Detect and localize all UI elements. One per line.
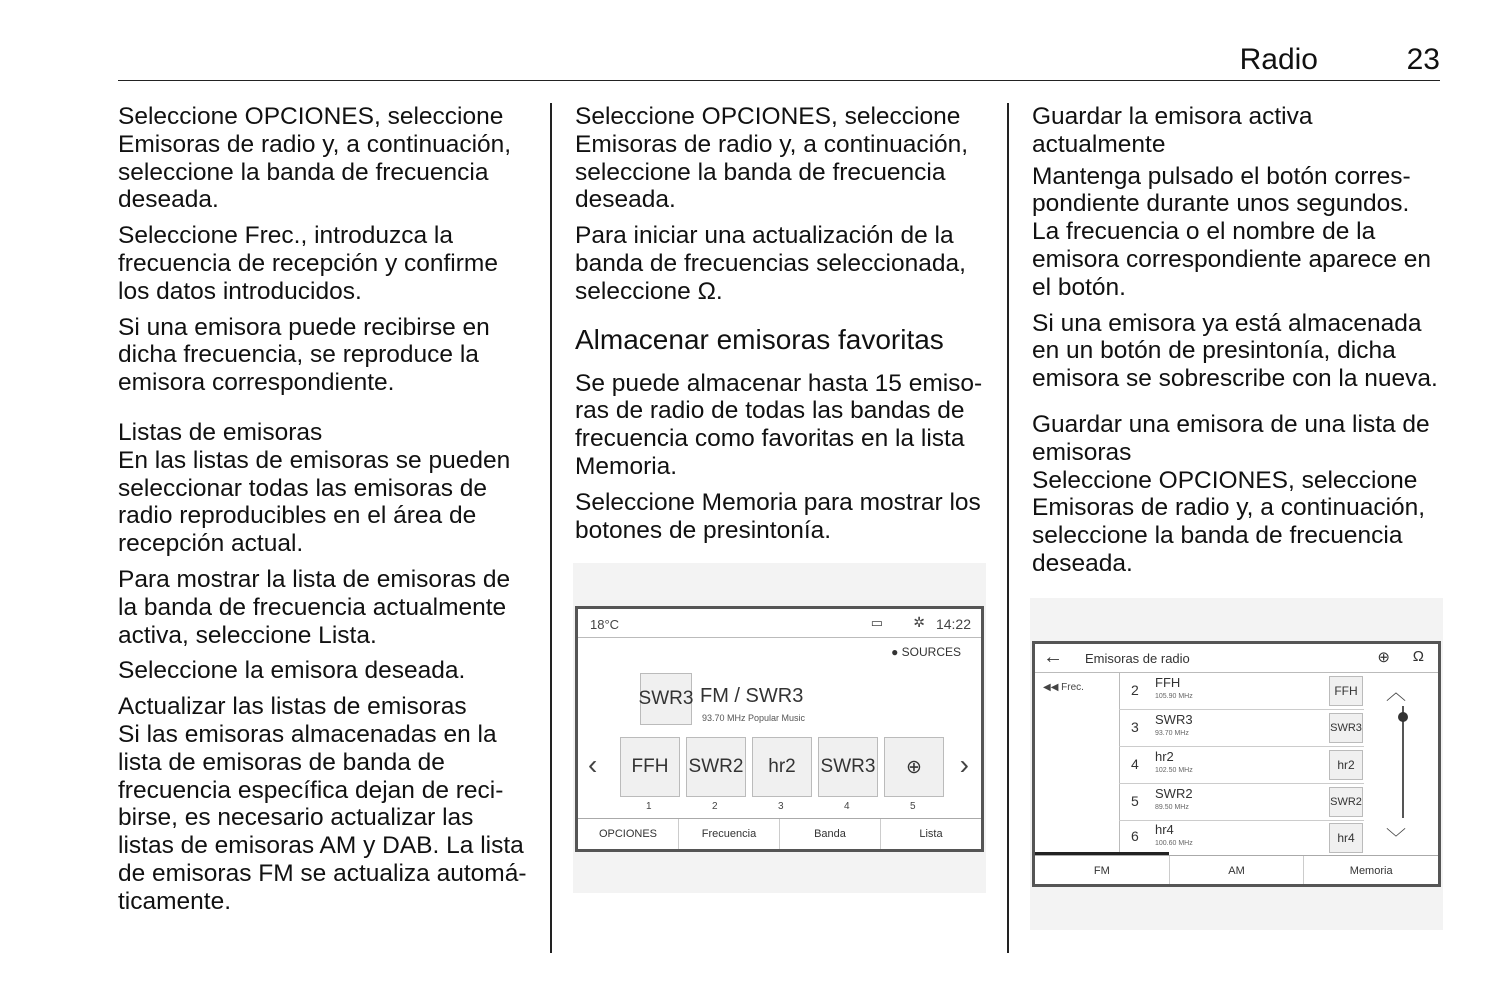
list-item[interactable]	[1119, 672, 1364, 710]
station-name: hr4	[1155, 822, 1174, 837]
paragraph: En las listas de emisoras se pueden seleccionar todas las emisoras de radio reproducibles en el área de recepción actual.	[118, 446, 511, 558]
station-name: FFH	[1155, 675, 1181, 690]
station-logo: hr2	[1329, 750, 1363, 780]
sources-icon: ●	[891, 645, 899, 659]
chevron-left-icon[interactable]: ‹	[588, 749, 598, 780]
station-name: SWR3	[1155, 712, 1193, 727]
station-number: 5	[1131, 793, 1139, 809]
frec-label: Frec.	[1061, 682, 1084, 693]
list-item[interactable]	[1119, 709, 1364, 747]
tab-am[interactable]: AM	[1170, 856, 1305, 884]
radio-screen	[575, 606, 984, 852]
page-number: 23	[1406, 43, 1440, 76]
paragraph: Si una emisora puede recibirse en dicha frecuencia, se reproduce la emisora correspondiente.	[118, 313, 490, 397]
list-item[interactable]	[1119, 820, 1364, 854]
status-bar	[578, 609, 981, 638]
scroll-area	[1364, 672, 1438, 854]
paragraph: Para mostrar la lista de emisoras de la banda de frecuencia actualmente activa, seleccione Lista.	[118, 565, 511, 649]
opciones-button[interactable]: OPCIONES	[578, 819, 679, 849]
list-item[interactable]	[1119, 746, 1364, 784]
section-title: Radio	[1239, 43, 1318, 76]
page-header	[118, 40, 1440, 81]
tab-memoria[interactable]: Memoria	[1349, 865, 1393, 877]
back-arrow-icon[interactable]: ←	[1043, 646, 1063, 668]
station-logo: SWR2	[1329, 787, 1363, 817]
station-logo: SWR3	[1329, 713, 1363, 743]
preset-number: 2	[712, 801, 718, 812]
temperature: 18°C	[590, 617, 620, 632]
paragraph: Mantenga pulsado el botón corres- pondiente durante unos segundos. La frecuencia o el nombre de la emisora correspondiente aparece en el botón.	[1032, 162, 1432, 301]
paragraph: Seleccione OPCIONES, seleccione Emisoras de radio y, a continuación, seleccione la banda de frecuencia deseada.	[575, 103, 969, 214]
sources-label: SOURCES	[901, 645, 961, 659]
subheading-guardar-lista: Guardar una emisora de una lista de emisoras	[1032, 410, 1430, 466]
station-number: 2	[1131, 682, 1139, 698]
station-freq: 100.60 MHz	[1155, 840, 1193, 847]
tab-fm[interactable]: FM	[1035, 856, 1170, 884]
station-freq: 105.90 MHz	[1155, 693, 1193, 700]
paragraph: Seleccione Memoria para mostrar los botones de presintonía.	[575, 488, 981, 544]
subheading-guardar: Guardar la emisora activa actualmente	[1032, 103, 1313, 158]
station-freq: 89.50 MHz	[1155, 804, 1189, 811]
preset-number: 1	[646, 801, 652, 812]
scan-icon[interactable]: ⊕	[1377, 649, 1390, 666]
paragraph: Seleccione OPCIONES, seleccione Emisoras de radio y, a continuación, seleccione la banda de frecuencia deseada.	[1032, 466, 1426, 577]
scrollbar[interactable]	[1402, 706, 1404, 818]
paragraph: Si las emisoras almacenadas en la lista de emisoras de banda de frecuencia específica dejan de reci- birse, es necesario actualizar las listas de emisoras AM y DAB. La lista de emisoras FM se actualiza automá- ticamente.	[118, 720, 527, 915]
station-freq: 93.70 MHz	[1155, 730, 1189, 737]
screen-title: Emisoras de radio	[1085, 651, 1190, 666]
station-number: 4	[1131, 756, 1139, 772]
scroll-up-icon[interactable]: ︿	[1386, 682, 1406, 704]
bottom-bar	[578, 818, 981, 849]
station-logo: hr4	[1329, 823, 1363, 853]
preset-button-2[interactable]: SWR2	[686, 737, 746, 797]
station-number: 3	[1131, 719, 1139, 735]
column-2	[575, 103, 990, 552]
bottom-bar	[1035, 855, 1438, 884]
paragraph: Seleccione la emisora deseada.	[118, 657, 466, 685]
heading-favoritas: Almacenar emisoras favoritas	[575, 323, 944, 355]
column-divider	[550, 103, 552, 953]
subheading-actualizar: Actualizar las listas de emisoras	[118, 693, 467, 721]
update-icon[interactable]: Ω	[1412, 648, 1424, 665]
lista-button[interactable]: Lista	[919, 828, 943, 840]
station-freq: 102.50 MHz	[1155, 767, 1193, 774]
banda-button[interactable]: Banda	[780, 819, 881, 849]
clock: 14:22	[935, 616, 971, 632]
preset-button-4[interactable]: SWR3	[818, 737, 878, 797]
station-name: SWR2	[1155, 786, 1193, 801]
scroll-down-icon[interactable]: ﹀	[1386, 828, 1406, 850]
update-icon: Ω.	[697, 277, 723, 305]
column-divider	[1007, 103, 1009, 953]
chevron-right-icon[interactable]: ›	[959, 749, 969, 780]
paragraph-text: Para iniciar una actualización de la banda de frecuencias seleccionada, seleccione	[575, 222, 966, 305]
left-panel	[1035, 672, 1120, 854]
preset-number: 5	[910, 801, 916, 812]
title-bar	[1035, 644, 1438, 673]
station-list-screen	[1032, 641, 1441, 887]
phone-icon: ▭	[870, 615, 883, 630]
frecuencia-button[interactable]: Frecuencia	[679, 819, 780, 849]
list-item[interactable]	[1119, 783, 1364, 821]
subheading-listas: Listas de emisoras	[118, 418, 323, 446]
scrollbar-thumb[interactable]	[1398, 712, 1408, 722]
paragraph	[575, 222, 990, 305]
preset-number: 4	[844, 801, 850, 812]
preset-add-button[interactable]: ⊕	[884, 737, 944, 797]
paragraph: Se puede almacenar hasta 15 emiso- ras de radio de todas las bandas de frecuencia como favoritas en la lista Memoria.	[575, 369, 983, 480]
column-3	[1032, 103, 1442, 586]
sources-button[interactable]	[891, 645, 961, 659]
preset-button-1[interactable]: FFH	[620, 737, 680, 797]
station-logo: FFH	[1329, 676, 1363, 706]
station-logo: SWR3	[640, 673, 692, 725]
gear-icon[interactable]: ✲	[913, 614, 925, 630]
paragraph: Si una emisora ya está almacenada en un botón de presintonía, dicha emisora se sobrescribe con la nueva.	[1032, 309, 1438, 393]
preset-number: 3	[778, 801, 784, 812]
station-number: 6	[1131, 828, 1139, 844]
station-info: 93.70 MHz Popular Music	[702, 713, 806, 723]
preset-button-3[interactable]: hr2	[752, 737, 812, 797]
station-name: FM / SWR3	[700, 685, 804, 707]
column-1	[118, 103, 533, 924]
frec-button[interactable]: ◀◀ Frec.	[1043, 682, 1084, 693]
paragraph: Seleccione Frec., introduzca la frecuencia de recepción y confirme los datos introducidos.	[118, 222, 498, 305]
paragraph: Seleccione OPCIONES, seleccione Emisoras de radio y, a continuación, seleccione la banda de frecuencia deseada.	[118, 103, 512, 214]
station-name: hr2	[1155, 749, 1174, 764]
